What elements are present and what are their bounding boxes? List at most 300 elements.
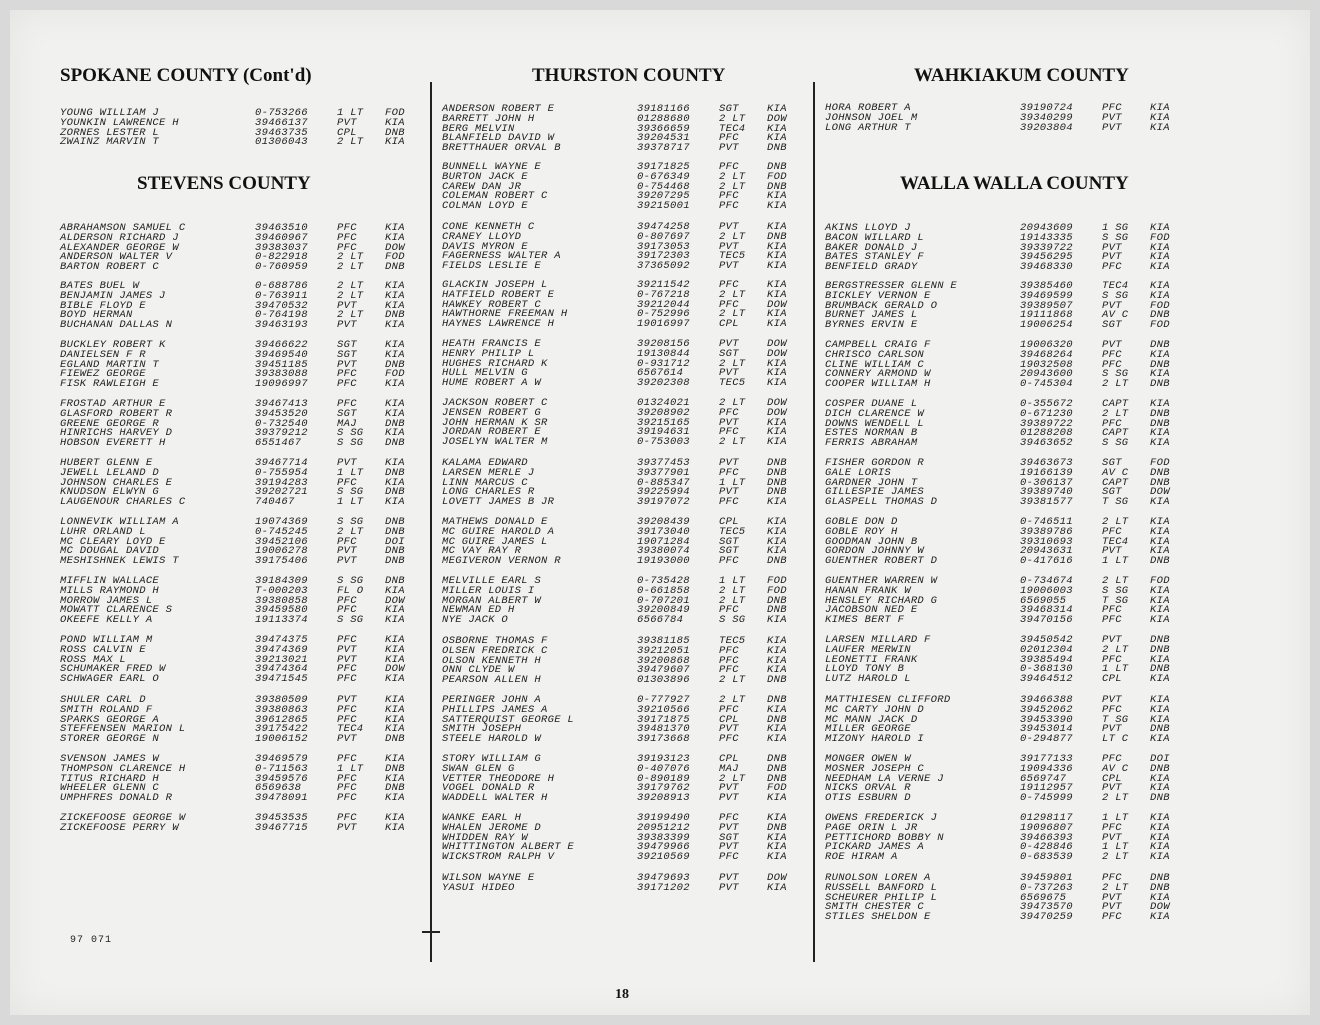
status: KIA: [767, 851, 787, 863]
serial-number: 0-754468: [637, 180, 690, 193]
soldier-name: GARDNER JOHN T: [825, 476, 918, 489]
soldier-name: BYRNES ERVIN E: [825, 319, 918, 331]
rank: PFC: [337, 703, 357, 716]
serial-number: 01324021: [637, 397, 690, 409]
rank: CPL: [719, 713, 739, 726]
rank: SGT: [337, 339, 357, 351]
rank: PVT: [719, 457, 739, 469]
soldier-name: WHITTINGTON ALBERT E: [442, 841, 575, 854]
serial-number: 19074369: [255, 516, 308, 528]
status: KIA: [385, 319, 405, 331]
soldier-name: CHRISCO CARLSON: [825, 348, 925, 361]
rank: 1 LT: [337, 762, 364, 775]
status: KIA: [1150, 812, 1170, 824]
status: KIA: [767, 496, 787, 508]
status: KIA: [1150, 772, 1170, 785]
serial-number: 39193123: [637, 753, 690, 765]
status: KIA: [767, 377, 787, 389]
status: DNB: [1150, 378, 1170, 390]
serial-number: 39469599: [1020, 289, 1073, 302]
serial-number: 39468330: [1020, 261, 1073, 273]
status: DNB: [1150, 555, 1170, 567]
serial-number: 39207295: [637, 190, 690, 203]
rank: S SG: [1102, 289, 1129, 302]
soldier-name: FIELDS LESLIE E: [442, 260, 542, 272]
status: KIA: [385, 753, 405, 765]
soldier-name: MOWATT CLARENCE S: [60, 604, 173, 617]
serial-number: 39380863: [255, 703, 308, 716]
soldier-name: BRUMBACK GERALD O: [825, 299, 938, 312]
rank: 2 LT: [1102, 575, 1129, 587]
soldier-name: DAVIS MYRON E: [442, 240, 528, 253]
soldier-name: GOBLE ROY H: [825, 525, 898, 538]
soldier-name: ZORNES LESTER L: [60, 126, 160, 139]
rank: PVT: [337, 694, 357, 706]
column-1: [60, 10, 430, 1015]
serial-number: 01303896: [637, 674, 690, 686]
rank: 2 LT: [337, 309, 364, 322]
serial-number: 0-737263: [1020, 881, 1073, 894]
rank: PFC: [719, 812, 739, 824]
rank: 2 LT: [1102, 881, 1129, 894]
serial-number: 39460967: [255, 231, 308, 244]
rank: PFC: [719, 604, 739, 617]
soldier-name: UMPHFRES DONALD R: [60, 792, 173, 804]
soldier-name: WHIDDEN RAY W: [442, 831, 528, 844]
soldier-name: MILLER GEORGE: [825, 723, 911, 736]
soldier-name: WILSON WAYNE E: [442, 872, 535, 884]
rank: S SG: [1102, 437, 1129, 449]
status: KIA: [767, 812, 787, 824]
rank: PVT: [719, 142, 739, 154]
soldier-name: LONG ARTHUR T: [825, 121, 911, 134]
status: KIA: [385, 398, 405, 410]
rank: 1 SG: [1102, 222, 1129, 234]
status: DOW: [385, 594, 405, 607]
soldier-name: ALEXANDER GEORGE W: [60, 241, 179, 254]
rank: PVT: [337, 457, 357, 469]
serial-number: 20951212: [637, 821, 690, 834]
status: KIA: [1150, 535, 1170, 548]
rank: PFC: [1102, 872, 1122, 884]
serial-number: 39474369: [255, 643, 308, 656]
serial-number: 39459801: [1020, 872, 1073, 884]
soldier-name: BENJAMIN JAMES J: [60, 289, 166, 302]
soldier-name: JENSEN ROBERT G: [442, 406, 542, 419]
soldier-name: BERGSTRESSER GLENN E: [825, 280, 958, 292]
soldier-name: MC CLEARY LOYD E: [60, 535, 166, 548]
serial-number: 0-306137: [1020, 476, 1073, 489]
soldier-name: WHALEN JEROME D: [442, 821, 542, 834]
serial-number: 6569055: [1020, 594, 1067, 607]
soldier-name: ZWAINZ MARVIN T: [60, 136, 160, 149]
soldier-name: YASUI HIDEO: [442, 881, 515, 894]
rank: SGT: [1102, 319, 1122, 331]
serial-number: 0-745304: [1020, 378, 1073, 390]
rank: CPL: [337, 126, 357, 139]
soldier-name: JEWELL LELAND D: [60, 466, 160, 479]
rank: PFC: [719, 200, 739, 212]
status: KIA: [1150, 241, 1170, 254]
rank: CAPT: [1102, 427, 1129, 440]
soldier-name: WICKSTROM RALPH V: [442, 851, 555, 863]
status: DNB: [767, 762, 787, 775]
status: KIA: [1150, 821, 1170, 834]
rank: PFC: [337, 634, 357, 646]
soldier-name: HAWKEY ROBERT C: [442, 298, 542, 311]
serial-number: 39471545: [255, 673, 308, 685]
rank: PVT: [1102, 545, 1122, 558]
soldier-name: JOHNSON CHARLES E: [60, 476, 173, 489]
status: KIA: [1150, 614, 1170, 626]
status: KIA: [1150, 289, 1170, 302]
soldier-name: DANIELSEN F R: [60, 348, 146, 361]
serial-number: 39340299: [1020, 111, 1073, 124]
rank: LT C: [1102, 733, 1129, 745]
rank: TEC4: [1102, 535, 1129, 548]
status: DNB: [385, 575, 405, 587]
serial-number: 0-676349: [637, 170, 690, 183]
serial-number: 19096807: [1020, 821, 1073, 834]
soldier-name: KIMES BERT F: [825, 614, 905, 626]
soldier-name: LONG CHARLES R: [442, 486, 535, 499]
status: KIA: [767, 831, 787, 844]
soldier-name: MILLS RAYMOND H: [60, 584, 160, 597]
soldier-name: ALDERSON RICHARD J: [60, 231, 179, 244]
soldier-name: HINRICHS HARVEY D: [60, 427, 173, 440]
status: DOW: [1150, 901, 1170, 914]
soldier-name: MILLER LOUIS I: [442, 584, 535, 597]
rank: PFC: [719, 644, 739, 657]
serial-number: 02012304: [1020, 643, 1073, 656]
serial-number: 39202721: [255, 486, 308, 499]
serial-number: 39208902: [637, 406, 690, 419]
status: KIA: [767, 318, 787, 330]
soldier-name: LUTZ HAROLD L: [825, 673, 911, 685]
rank: PFC: [719, 851, 739, 863]
serial-number: 6569747: [1020, 772, 1067, 785]
soldier-name: KNUDSON ELWYN G: [60, 486, 160, 499]
rank: PVT: [337, 555, 357, 567]
serial-number: 39339722: [1020, 241, 1073, 254]
serial-number: 39474364: [255, 663, 308, 676]
soldier-name: RUNOLSON LOREN A: [825, 872, 931, 884]
soldier-name: ROSS MAX L: [60, 653, 127, 666]
serial-number: 39379212: [255, 427, 308, 440]
soldier-name: MATHEWS DONALD E: [442, 516, 548, 528]
rank: AV C: [1102, 762, 1129, 775]
status: KIA: [1150, 368, 1170, 381]
status: KIA: [385, 772, 405, 785]
soldier-name: VOGEL DONALD R: [442, 782, 535, 795]
serial-number: 20943631: [1020, 545, 1073, 558]
serial-number: 39173053: [637, 240, 690, 253]
status: DNB: [385, 733, 405, 745]
soldier-name: HENRY PHILIP L: [442, 347, 535, 360]
serial-number: 39466388: [1020, 694, 1073, 706]
serial-number: 39468264: [1020, 348, 1073, 361]
rank: PVT: [337, 299, 357, 312]
status: FOD: [385, 107, 405, 119]
soldier-name: HENSLEY RICHARD G: [825, 594, 938, 607]
serial-number: 19143335: [1020, 231, 1073, 244]
serial-number: 39473570: [1020, 901, 1073, 914]
soldier-name: FAGERNESS WALTER A: [442, 250, 561, 263]
rank: PFC: [337, 222, 357, 234]
rank: PFC: [337, 368, 357, 381]
soldier-name: WANKE EARL H: [442, 812, 522, 824]
status: KIA: [1150, 891, 1170, 904]
rank: SGT: [719, 831, 739, 844]
serial-number: 39459580: [255, 604, 308, 617]
rank: 2 LT: [719, 308, 746, 321]
rank: PVT: [719, 221, 739, 233]
rank: PVT: [719, 723, 739, 736]
status: KIA: [1150, 604, 1170, 617]
status: KIA: [767, 200, 787, 212]
status: DNB: [767, 674, 787, 686]
serial-number: 37365092: [637, 260, 690, 272]
serial-number: 39210566: [637, 703, 690, 716]
rank: PFC: [337, 772, 357, 785]
soldier-name: HEATH FRANCIS E: [442, 338, 542, 350]
soldier-name: COLEMAN ROBERT C: [442, 190, 548, 203]
rank: PFC: [1102, 653, 1122, 666]
rank: AV C: [1102, 309, 1129, 322]
soldier-name: ABRAHAMSON SAMUEL C: [60, 222, 186, 234]
status: KIA: [385, 116, 405, 129]
serial-number: 39479966: [637, 841, 690, 854]
serial-number: 39179762: [637, 782, 690, 795]
serial-number: 39478091: [255, 792, 308, 804]
soldier-name: CONNERY ARMOND W: [825, 368, 931, 381]
status: DNB: [385, 486, 405, 499]
serial-number: 39470532: [255, 299, 308, 312]
serial-number: 39380074: [637, 545, 690, 558]
status: DNB: [1150, 792, 1170, 804]
soldier-name: JORDAN ROBERT E: [442, 426, 542, 439]
status: KIA: [385, 299, 405, 312]
status: KIA: [767, 703, 787, 716]
rank: PFC: [719, 496, 739, 508]
soldier-name: JACKSON ROBERT C: [442, 397, 548, 409]
serial-number: 0-890189: [637, 772, 690, 785]
rank: 2 LT: [1102, 851, 1129, 863]
rank: PVT: [719, 821, 739, 834]
soldier-name: DOWNS WENDELL L: [825, 417, 925, 430]
soldier-name: CONE KENNETH C: [442, 221, 535, 233]
rank: PVT: [1102, 694, 1122, 706]
serial-number: T-000203: [255, 584, 308, 597]
soldier-name: WADDELL WALTER H: [442, 792, 548, 804]
rank: T SG: [1102, 594, 1129, 607]
status: KIA: [767, 426, 787, 439]
rank: PFC: [337, 231, 357, 244]
rank: PVT: [1102, 891, 1122, 904]
status: FOD: [1150, 319, 1170, 331]
status: KIA: [767, 723, 787, 736]
status: KIA: [385, 821, 405, 834]
status: KIA: [767, 644, 787, 657]
serial-number: 01288680: [637, 112, 690, 125]
serial-number: 0-755954: [255, 466, 308, 479]
rank: PFC: [337, 398, 357, 410]
serial-number: 39467714: [255, 457, 308, 469]
status: KIA: [767, 367, 787, 380]
serial-number: 39463510: [255, 222, 308, 234]
serial-number: 19071284: [637, 535, 690, 548]
serial-number: 01298117: [1020, 812, 1073, 824]
soldier-name: AKINS LLOYD J: [825, 222, 911, 234]
rank: CPL: [1102, 673, 1122, 685]
status: DNB: [1150, 417, 1170, 430]
soldier-name: BRETTHAUER ORVAL B: [442, 142, 561, 154]
serial-number: 39208439: [637, 516, 690, 528]
serial-number: 39171825: [637, 161, 690, 173]
rank: PVT: [1102, 339, 1122, 351]
status: DNB: [1150, 634, 1170, 646]
status: DNB: [767, 466, 787, 479]
status: KIA: [1150, 851, 1170, 863]
serial-number: 39459576: [255, 772, 308, 785]
soldier-name: EGLAND MARTIN T: [60, 358, 160, 371]
status: DNB: [1150, 643, 1170, 656]
serial-number: 39469579: [255, 753, 308, 765]
serial-number: 0-368130: [1020, 663, 1073, 676]
status: KIA: [385, 673, 405, 685]
serial-number: 39463673: [1020, 457, 1073, 469]
soldier-name: BACON WILLARD L: [825, 231, 925, 244]
rank: PFC: [337, 812, 357, 824]
serial-number: 6569675: [1020, 891, 1067, 904]
rank: CPL: [719, 516, 739, 528]
serial-number: 0-711563: [255, 762, 308, 775]
rank: 2 LT: [719, 230, 746, 243]
serial-number: 39380858: [255, 594, 308, 607]
rank: 2 LT: [337, 251, 364, 264]
soldier-name: GUENTHER WARREN W: [825, 575, 938, 587]
serial-number: 0-734674: [1020, 575, 1073, 587]
serial-number: 39481370: [637, 723, 690, 736]
rank: PFC: [719, 132, 739, 145]
status: DOW: [1150, 486, 1170, 499]
status: KIA: [1150, 437, 1170, 449]
serial-number: 39377453: [637, 457, 690, 469]
rank: PFC: [337, 713, 357, 726]
soldier-name: SMITH JOSEPH: [442, 723, 522, 736]
soldier-name: LARSEN MILLARD F: [825, 634, 931, 646]
rank: PFC: [719, 426, 739, 439]
rank: PVT: [337, 653, 357, 666]
rank: PVT: [1102, 251, 1122, 264]
soldier-name: COSPER DUANE L: [825, 398, 918, 410]
status: DNB: [1150, 309, 1170, 322]
serial-number: 39171202: [637, 881, 690, 894]
serial-number: 39453014: [1020, 723, 1073, 736]
soldier-name: LARSEN MERLE J: [442, 466, 535, 479]
status: DNB: [385, 437, 405, 449]
soldier-name: ZICKEFOOSE PERRY W: [60, 821, 179, 834]
rank: PVT: [719, 782, 739, 795]
serial-number: 39172303: [637, 250, 690, 263]
serial-number: 39470156: [1020, 614, 1073, 626]
rank: CPL: [1102, 772, 1122, 785]
serial-number: 39474258: [637, 221, 690, 233]
rank: PFC: [1102, 358, 1122, 371]
serial-number: 0-745245: [255, 525, 308, 538]
rank: 2 LT: [1102, 378, 1129, 390]
soldier-name: OSBORNE THOMAS F: [442, 635, 548, 647]
status: KIA: [1150, 713, 1170, 726]
rank: CAPT: [1102, 398, 1129, 410]
soldier-name: ZICKEFOOSE GEORGE W: [60, 812, 186, 824]
soldier-name: MC GUIRE HAROLD A: [442, 525, 555, 538]
rank: PFC: [719, 703, 739, 716]
serial-number: 0-764198: [255, 309, 308, 322]
rank: PVT: [719, 486, 739, 499]
serial-number: 0-777927: [637, 694, 690, 706]
soldier-name: MATTHIESEN CLIFFORD: [825, 694, 951, 706]
serial-number: 740467: [255, 496, 295, 508]
status: KIA: [767, 122, 787, 135]
rank: PFC: [1102, 261, 1122, 273]
status: KIA: [1150, 261, 1170, 273]
soldier-name: COOPER WILLIAM H: [825, 378, 931, 390]
serial-number: 0-294877: [1020, 733, 1073, 745]
soldier-name: WHEELER GLENN C: [60, 782, 160, 795]
soldier-name: SPARKS GEORGE A: [60, 713, 160, 726]
rank: TEC5: [719, 250, 746, 263]
status: KIA: [385, 694, 405, 706]
serial-number: 39466393: [1020, 831, 1073, 844]
serial-number: 6567614: [637, 367, 684, 380]
soldier-name: FISK RAWLEIGH E: [60, 378, 160, 390]
status: KIA: [1150, 427, 1170, 440]
soldier-name: MOSNER JOSEPH C: [825, 762, 925, 775]
soldier-name: GLACKIN JOSEPH L: [442, 279, 548, 291]
status: KIA: [385, 339, 405, 351]
rank: PVT: [1102, 299, 1122, 312]
status: KIA: [1150, 398, 1170, 410]
serial-number: 0-428846: [1020, 841, 1073, 854]
status: KIA: [1150, 694, 1170, 706]
serial-number: 39453535: [255, 812, 308, 824]
status: KIA: [767, 664, 787, 677]
soldier-name: ANDERSON ROBERT E: [442, 103, 555, 115]
status: FOD: [1150, 299, 1170, 312]
serial-number: 39479693: [637, 872, 690, 884]
serial-number: 39212044: [637, 298, 690, 311]
rank: PVT: [337, 821, 357, 834]
status: DNB: [767, 753, 787, 765]
status: FOD: [385, 368, 405, 381]
status: KIA: [385, 634, 405, 646]
soldier-name: MC MANN JACK D: [825, 713, 918, 726]
status: KIA: [385, 653, 405, 666]
rank: SGT: [719, 545, 739, 558]
soldier-name: BARTON ROBERT C: [60, 261, 160, 273]
serial-number: 19032508: [1020, 358, 1073, 371]
status: FOD: [767, 170, 787, 183]
status: DNB: [385, 261, 405, 273]
soldier-name: LINN MARCUS C: [442, 476, 528, 489]
status: DNB: [385, 525, 405, 538]
status: KIA: [1150, 111, 1170, 124]
rank: S SG: [719, 614, 746, 626]
soldier-name: BATES STANLEY F: [825, 251, 925, 264]
status: KIA: [1150, 673, 1170, 685]
rank: PVT: [337, 319, 357, 331]
